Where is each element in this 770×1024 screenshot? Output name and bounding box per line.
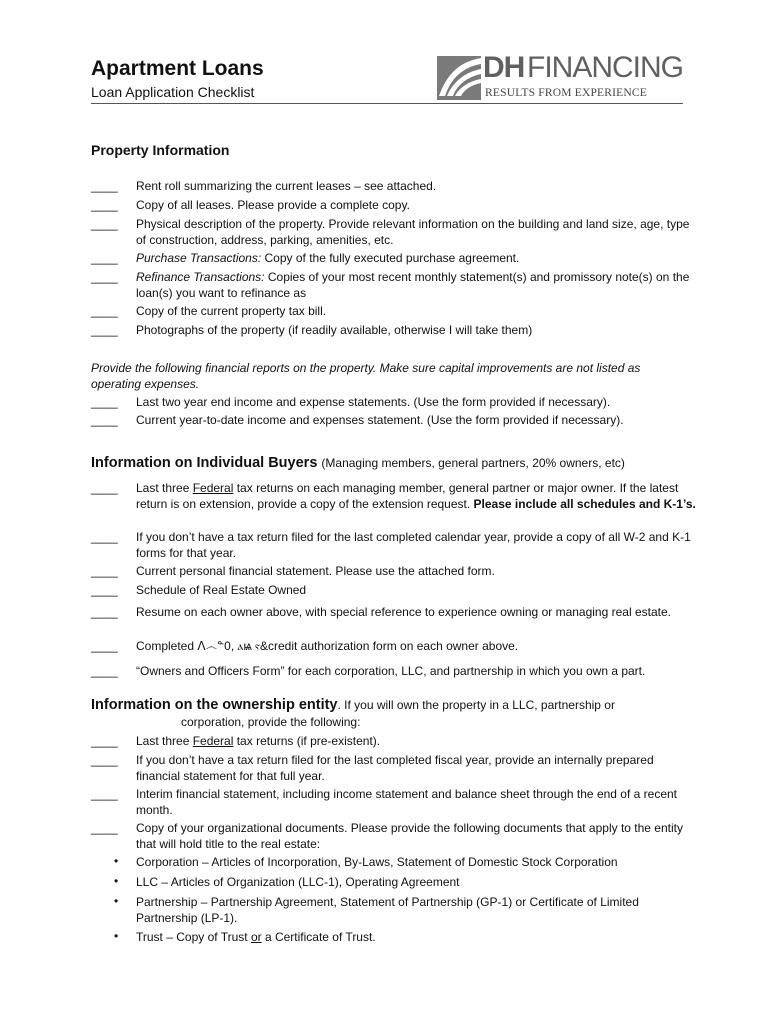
refinance-label: Refinance Transactions:: [136, 270, 265, 284]
blank-line: ____: [91, 251, 118, 265]
item-text: Copy of your organizational documents. Please provide the following documents that apply to the entity that will hold title to the real estate:: [136, 821, 683, 851]
blank-line: ____: [91, 395, 118, 409]
buyers-heading-note: (Managing members, general partners, 20% owners, etc): [321, 456, 625, 470]
blank-line: ____: [91, 564, 118, 578]
item-text: If you don’t have a tax return filed for the last completed calendar year, provide a copy of all W-2 and K-1 forms for that year.: [136, 530, 691, 560]
trust-text: Trust – Copy of Trust: [136, 930, 251, 944]
blank-line: ____: [91, 217, 118, 231]
entity-heading-note: . If you will own the property in a LLC, partnership or: [337, 698, 615, 712]
federal-underlined: Federal: [192, 734, 234, 748]
blank-line: ____: [91, 605, 118, 619]
blank-line: ____: [91, 270, 118, 284]
swoosh-icon: [437, 52, 485, 102]
federal-underlined: Federal: [192, 481, 234, 495]
blank-line: ____: [91, 753, 118, 767]
item-text: Current year-to-date income and expenses statement. (Use the form provided if necessary).: [136, 413, 624, 427]
blank-line: ____: [91, 413, 118, 427]
blank-line: ____: [91, 481, 118, 495]
buyers-heading-text: Information on Individual Buyers: [91, 455, 318, 471]
item-text: Copy of all leases. Please provide a complete copy.: [136, 198, 410, 212]
buyers-heading: [91, 455, 625, 471]
item-text: Schedule of Real Estate Owned: [136, 583, 307, 597]
logo-tagline: RESULTS FROM EXPERIENCE: [485, 87, 648, 99]
item-text: Resume on each owner above, with special reference to experience owning or managing real estate.: [136, 605, 671, 619]
entity-heading-text: Information on the ownership entity: [91, 697, 338, 713]
schedules-note: Please include all schedules and K-1’s.: [473, 497, 696, 511]
item-text: Rent roll summarizing the current leases – see attached.: [136, 179, 437, 193]
item-text: Last three: [136, 481, 193, 495]
blank-line: ____: [91, 323, 118, 337]
blank-line: ____: [91, 664, 118, 678]
blank-line: ____: [91, 734, 118, 748]
trust-text: a Certificate of Trust.: [261, 930, 376, 944]
bullet-icon: •: [114, 874, 119, 888]
item-text: Copy of the current property tax bill.: [136, 304, 327, 318]
document-bullet: Partnership – Partnership Agreement, Statement of Partnership (GP-1) or Certificate of Limited Partnership (LP-1).: [136, 895, 639, 925]
blank-line: ____: [91, 787, 118, 801]
blank-line: ____: [91, 639, 118, 653]
entity-heading-note-cont: corporation, provide the following:: [181, 715, 361, 729]
dh-financing-logo: [437, 52, 684, 102]
purchase-label: Purchase Transactions:: [136, 251, 262, 265]
financial-intro: Provide the following financial reports on the property. Make sure capital improvements are not listed as operating expenses.: [91, 361, 641, 391]
blank-line: ____: [91, 304, 118, 318]
bullet-icon: •: [114, 894, 119, 908]
header-divider: [91, 103, 683, 104]
bullet-icon: •: [114, 854, 119, 868]
item-text: Last three: [136, 734, 193, 748]
item-text: Copy of the fully executed purchase agreement.: [264, 251, 520, 265]
blank-line: ____: [91, 179, 118, 193]
item-text: Current personal financial statement. Please use the attached form.: [136, 564, 495, 578]
bullet-icon: •: [114, 929, 119, 943]
item-text: Last two year end income and expense statements. (Use the form provided if necessary).: [136, 395, 611, 409]
page-title: Apartment Loans: [91, 57, 264, 80]
item-text: tax returns on each managing member, general partner or major owner. If the latest return is on extension, provide a copy of the extension request.: [136, 481, 679, 511]
blank-line: ____: [91, 583, 118, 597]
blank-line: ____: [91, 821, 118, 835]
document-bullet: Corporation – Articles of Incorporation, By-Laws, Statement of Domestic Stock Corporation: [136, 855, 618, 869]
item-text: Photographs of the property (if readily available, otherwise I will take them): [136, 323, 533, 337]
property-heading: Property Information: [91, 142, 230, 158]
item-text: If you don’t have a tax return filed for the last completed fiscal year, provide an internally prepared financial statement for that full year.: [136, 753, 654, 783]
or-underlined: or: [250, 930, 262, 944]
logo-dh: DH: [483, 51, 525, 84]
logo-financing: FINANCING: [527, 51, 683, 84]
item-text: Completed ᐱ෴ᓐ0, ⲁѩ ⲋ&credit authorization form on each owner above.: [136, 639, 519, 653]
blank-line: ____: [91, 530, 118, 544]
item-text: Physical description of the property. Provide relevant information on the building and land size, age, type of construction, address, parking, amenities, etc.: [136, 217, 690, 247]
item-text: “Owners and Officers Form” for each corporation, LLC, and partnership in which you own a part.: [136, 664, 646, 678]
document-bullet: [136, 929, 696, 945]
item-text: Interim financial statement, including income statement and balance sheet through the end of a recent month.: [136, 787, 677, 817]
item-text: Copies of your most recent monthly statement(s) and promissory note(s) on the loan(s) you want to refinance as: [136, 270, 690, 300]
blank-line: ____: [91, 198, 118, 212]
entity-heading: [91, 697, 615, 713]
document-bullet: LLC – Articles of Organization (LLC-1), Operating Agreement: [136, 875, 460, 889]
item-text: tax returns (if pre-existent).: [233, 734, 381, 748]
page-subtitle: Loan Application Checklist: [91, 84, 255, 100]
